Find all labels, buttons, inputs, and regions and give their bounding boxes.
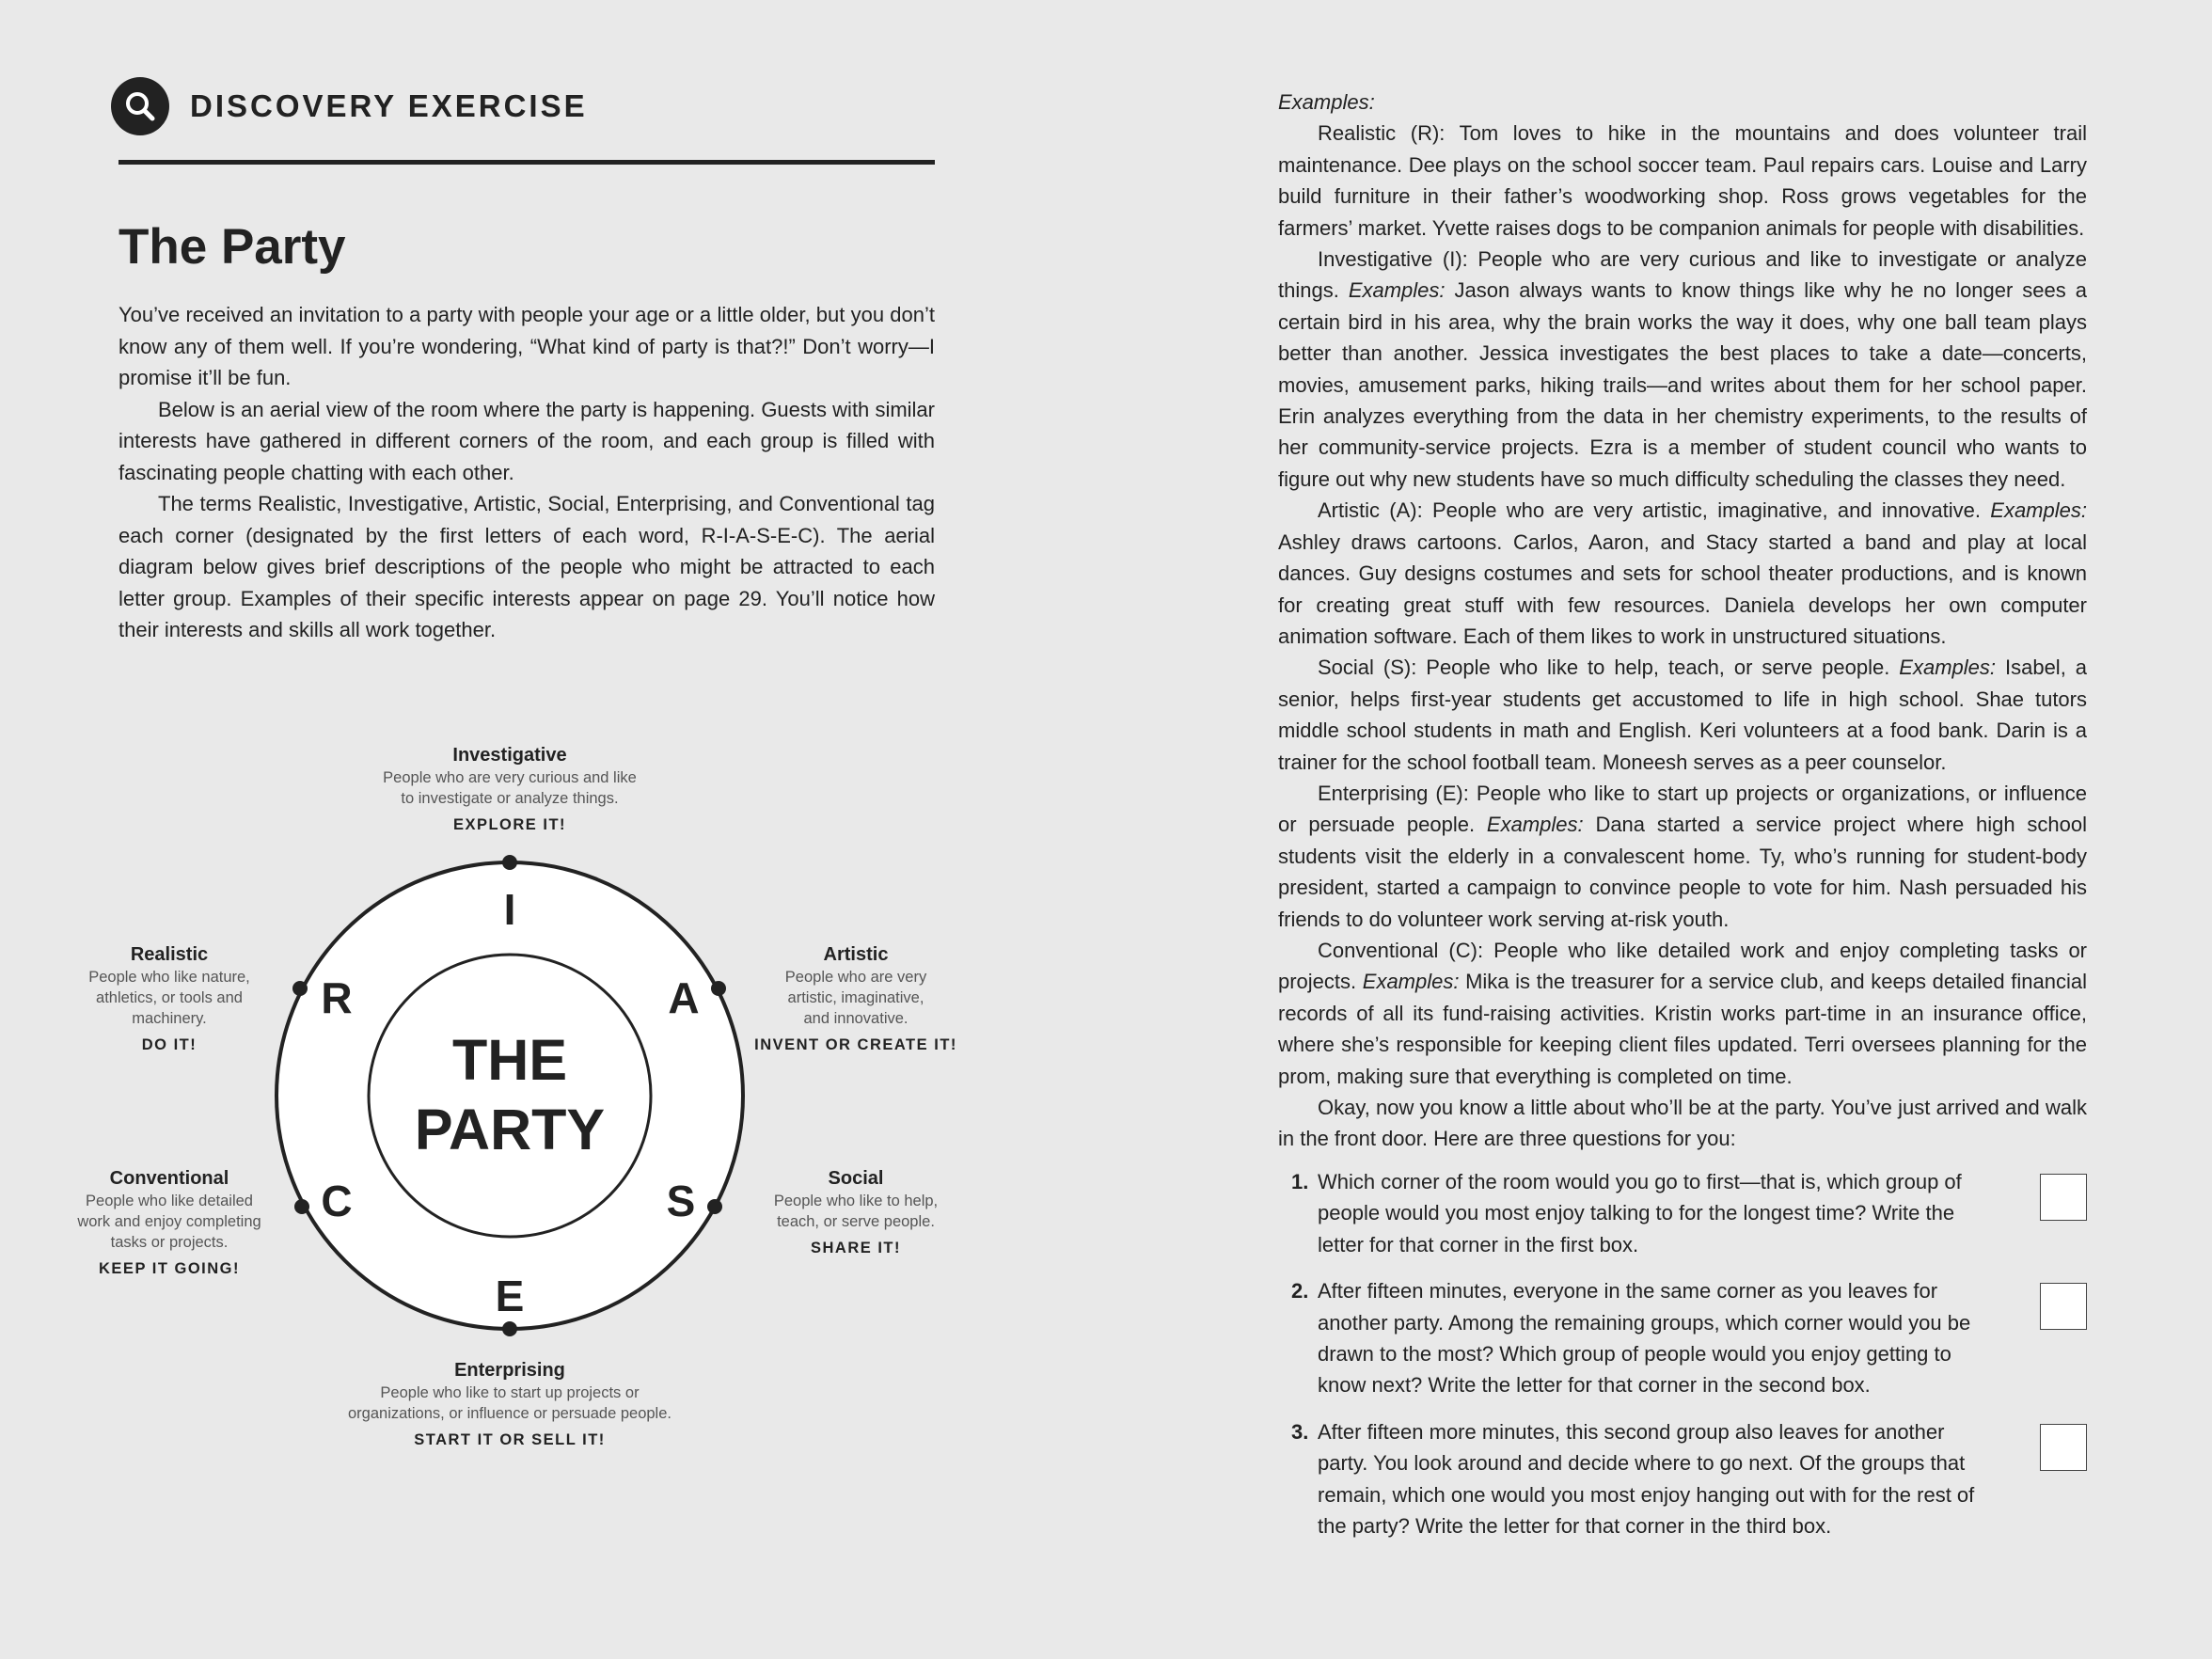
corner-call-to-action: START IT OR SELL IT! [414, 1431, 606, 1448]
paragraph-lead: Enterprising (E): People who like to start up projects or organizations, or influence or persuade people. [1278, 781, 2087, 837]
corner-title: Artistic [823, 944, 889, 965]
corner-description: tasks or projects. [110, 1234, 229, 1251]
paragraph-text: Jason always wants to know things like why he no longer sees a certain bird in his area, why the brain works the way it does, why one ball team plays better than another. Jessica investigates the best places to take a date—concerts, movies, amusement parks, hiking trails—and writes about them for her school paper. Erin analyzes everything from the data in her chemistry experiments, to the results of her community-service projects. Ezra is a member of student council who wants to figure out why new students have so much difficulty scheduling the classes they need. [1278, 278, 2087, 491]
section-label: DISCOVERY EXERCISE [190, 88, 588, 123]
answer-box-3[interactable] [2040, 1424, 2087, 1471]
corner-title: Conventional [109, 1168, 229, 1189]
corner-title: Social [828, 1168, 884, 1189]
question-list [1278, 1166, 2087, 1556]
corner-dot-enterprising [502, 1321, 517, 1336]
center-line-2: PARTY [414, 1098, 606, 1161]
corner-description: People who are very curious and like [383, 769, 637, 786]
question-text: After fifteen minutes, everyone in the same corner as you leaves for another party. Among the remaining groups, which corner would you be drawn to the most? Which group of people would you enjoy getting to know next? Write the letter for that corner in the second box. [1318, 1279, 1971, 1398]
question-number: 3. [1291, 1419, 1309, 1444]
intro-paragraph: You’ve received an invitation to a party with people your age or a little older, but you don’t know any of them well. If you’re wondering, “What kind of party is that?!” Don’t worry—I promise it’ll be fun. [118, 303, 935, 389]
corner-description: machinery. [132, 1010, 207, 1027]
question-text: After fifteen more minutes, this second group also leaves for another party. You look around and decide where to go next. Of the groups that remain, which one would you most enjoy hanging out with for the rest of the party? Write the letter for that corner in the third box. [1318, 1419, 1975, 1539]
party-center-label [369, 1025, 651, 1164]
corner-description: People who like to start up projects or [380, 1384, 640, 1401]
corner-description: to investigate or analyze things. [401, 790, 619, 807]
corner-investigative [322, 743, 698, 835]
intro-paragraph: The terms Realistic, Investigative, Artistic, Social, Enterprising, and Conventional tag each corner (designated by the first letters of each word, R-I-A-S-E-C). The aerial diagram below gives brief descriptions of the people who might be attracted to each letter group. Examples of their specific interests appear on page 29. You’ll notice how their interests and skills all work together. [118, 492, 935, 641]
corner-dot-artistic [711, 981, 726, 996]
letter-i: I [503, 885, 516, 934]
paragraph-text: Dana started a service project where high school students visit the elderly in a convalescent home. Ty, who’s running for student-body president, started a campaign to convince people to vote for him. Nash persuaded his friends to do volunteer work serving at-risk youth. [1278, 813, 2087, 931]
corner-description: work and enjoy completing [77, 1213, 261, 1230]
paragraph-lead: Artistic (A): People who are very artistic, imaginative, and innovative. [1318, 498, 1981, 523]
corner-call-to-action: EXPLORE IT! [452, 816, 567, 833]
paragraph-text: Realistic (R): Tom loves to hike in the mountains and does volunteer trail maintenance. Dee plays on the school soccer team. Paul repairs cars. Louise and Larry build furniture in their father’s woodworking shop. Ross grows vegetables for the farmers’ market. Yvette raises dogs to be companion animals for people with disabilities. [1278, 121, 2087, 240]
conventional-examples [1278, 935, 2087, 1092]
examples-marker: Examples: [1990, 498, 2087, 523]
corner-artistic [743, 942, 969, 1055]
answer-box-2[interactable] [2040, 1283, 2087, 1330]
corner-description: teach, or serve people. [777, 1213, 935, 1230]
paragraph-lead: Conventional (C): People who like detailed work and enjoy completing tasks or projects. [1278, 938, 2087, 994]
corner-description: People who like detailed [86, 1193, 253, 1209]
paragraph-lead: Investigative (I): People who are very curious and like to investigate or analyze things. [1278, 247, 2087, 303]
social-examples [1278, 652, 2087, 778]
examples-marker: Examples: [1486, 813, 1584, 837]
question-text: Which corner of the room would you go to first—that is, which group of people would you most enjoy talking to for the longest time? Write the letter for that corner in the first box. [1318, 1170, 1962, 1256]
question-number: 2. [1291, 1279, 1309, 1304]
letter-a: A [668, 973, 700, 1022]
answer-box-1[interactable] [2040, 1174, 2087, 1221]
question-number: 1. [1291, 1170, 1309, 1193]
corner-conventional [56, 1166, 282, 1279]
corner-description: People who like to help, [773, 1193, 939, 1209]
corner-call-to-action: SHARE IT! [811, 1240, 901, 1256]
corner-dot-realistic [292, 981, 308, 996]
letter-e: E [495, 1272, 525, 1320]
examples-marker: Examples: [1899, 656, 1997, 680]
question-item [1278, 1416, 2087, 1542]
corner-description: organizations, or influence or persuade people. [348, 1405, 672, 1422]
investigative-examples [1278, 244, 2087, 495]
corner-realistic [56, 942, 282, 1055]
realistic-examples [1278, 118, 2087, 244]
corner-enterprising [275, 1358, 745, 1450]
corner-dot-investigative [502, 855, 517, 870]
corner-social [743, 1166, 969, 1258]
paragraph-text: Ashley draws cartoons. Carlos, Aaron, and Stacy started a band and play at local dances. Guy designs costumes and sets for school theater productions, and is known for creating great stuff with few resources. Daniela develops her own computer animation software. Each of them likes to work in unstructured situations. [1278, 529, 2087, 648]
corner-call-to-action: KEEP IT GOING! [99, 1260, 240, 1277]
question-item [1278, 1275, 2087, 1401]
artistic-examples [1278, 495, 2087, 652]
transition-paragraph: Okay, now you know a little about who’ll be at the party. You’ve just arrived and walk in the front door. Here are three questions for you: [1278, 1096, 2087, 1151]
page-title: The Party [118, 219, 346, 275]
corner-description: artistic, imaginative, [787, 989, 924, 1006]
intro-paragraph: Below is an aerial view of the room where the party is happening. Guests with similar interests have gathered in different corners of the room, and each group is filled with fascinating people chatting with each other. [118, 397, 935, 484]
corner-description: and innovative. [803, 1010, 908, 1027]
letter-s: S [666, 1177, 696, 1225]
letter-c: C [321, 1177, 353, 1225]
corner-description: People who like nature, [88, 969, 250, 986]
enterprising-examples [1278, 778, 2087, 935]
paragraph-text: Isabel, a senior, helps first-year students get accustomed to life in high school. Shae tutors middle school students in math and English. Keri volunteers at a food bank. Darin is a trainer for the school football team. Moneesh serves as a peer counselor. [1278, 656, 2087, 774]
examples-marker: Examples: [1362, 970, 1460, 994]
examples-marker: Examples: [1348, 278, 1446, 303]
corner-dot-conventional [294, 1199, 309, 1214]
paragraph-text: Mika is the treasurer for a service club, and keeps detailed financial records of all its fund-raising activities. Kristin works part-time in an insurance office, where she’s responsible for keeping client files updated. Terri oversees planning for the prom, making sure that everything is completed on time. [1278, 970, 2087, 1088]
right-page [1106, 0, 2212, 1659]
examples-label: Examples: [1278, 90, 1375, 114]
corner-description: People who are very [784, 969, 927, 986]
corner-call-to-action: INVENT OR CREATE IT! [754, 1036, 957, 1053]
corner-title: Enterprising [454, 1360, 565, 1381]
corner-title: Investigative [452, 745, 567, 766]
letter-r: R [321, 973, 353, 1022]
paragraph-lead: Social (S): People who like to help, teach, or serve people. [1318, 656, 1890, 680]
examples-text [1278, 87, 2087, 1155]
question-item [1278, 1166, 2087, 1260]
center-line-1: THE [452, 1028, 567, 1092]
corner-description: athletics, or tools and [96, 989, 243, 1006]
corner-dot-social [707, 1199, 722, 1214]
corner-call-to-action: DO IT! [141, 1036, 198, 1053]
corner-title: Realistic [130, 944, 209, 965]
